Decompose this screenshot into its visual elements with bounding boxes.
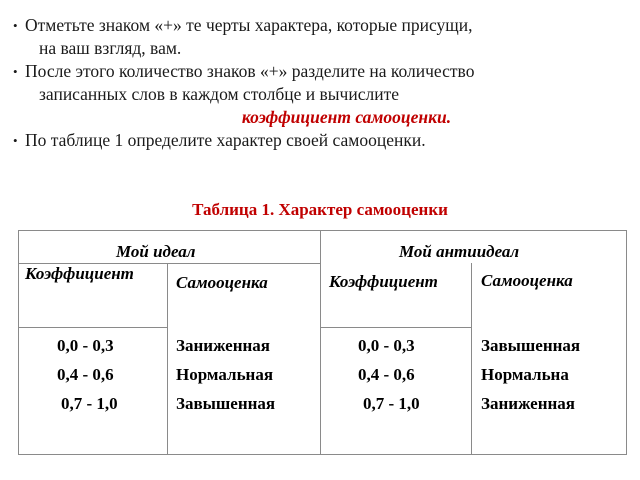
column-header: Коэффициент <box>25 264 134 283</box>
table-cell: 0,7 - 1,0 <box>363 394 420 413</box>
group-header-ideal: Мой идеал <box>116 242 196 261</box>
table-cell: 0,0 - 0,3 <box>57 336 114 355</box>
ideal-coefficients <box>57 331 118 418</box>
table-cell: Заниженная <box>176 336 270 355</box>
column-header: Самооценка <box>481 271 573 290</box>
instruction-text: После этого количество знаков «+» разделите на количество <box>25 61 475 81</box>
ideal-ratings <box>176 331 275 418</box>
table-cell: Заниженная <box>481 394 575 413</box>
instruction-text: По таблице 1 определите характер своей самооценки. <box>25 130 426 150</box>
instructions-list <box>13 14 628 152</box>
anti-ideal-coefficients <box>358 331 420 418</box>
table-cell: 0,4 - 0,6 <box>57 365 114 384</box>
instruction-text: на ваш взгляд, вам. <box>39 38 182 58</box>
table-cell: 0,0 - 0,3 <box>358 336 415 355</box>
emphasis-text: коэффициент самооценки. <box>241 107 452 127</box>
instruction-text: записанных слов в каждом столбце и вычислите <box>39 84 399 104</box>
table-divider <box>167 263 168 455</box>
anti-ideal-ratings <box>481 331 580 418</box>
table-divider <box>320 327 471 328</box>
table-cell: Нормальна <box>481 365 569 384</box>
table-cell: 0,4 - 0,6 <box>358 365 415 384</box>
instruction-text: Отметьте знаком «+» те черты характера, которые присущи, <box>25 15 473 35</box>
self-esteem-table <box>18 230 627 455</box>
column-header: Коэффициент <box>329 272 438 291</box>
table-cell: 0,7 - 1,0 <box>61 394 118 413</box>
group-header-anti-ideal: Мой антиидеал <box>399 242 520 261</box>
table-divider <box>19 327 167 328</box>
table-cell: Завышенная <box>481 336 581 355</box>
instruction-item <box>13 129 628 152</box>
table-divider <box>320 231 321 455</box>
table-title: Таблица 1. Характер самооценки <box>192 200 448 219</box>
instruction-item <box>13 60 628 129</box>
table-cell: Нормальная <box>176 365 274 384</box>
bullet-dot-icon: • <box>13 18 18 33</box>
bullet-dot-icon: • <box>13 133 18 148</box>
instruction-item <box>13 14 628 60</box>
table-cell: Завышенная <box>176 394 276 413</box>
column-header: Самооценка <box>176 273 268 292</box>
bullet-dot-icon: • <box>13 64 18 79</box>
table-divider <box>471 263 472 455</box>
